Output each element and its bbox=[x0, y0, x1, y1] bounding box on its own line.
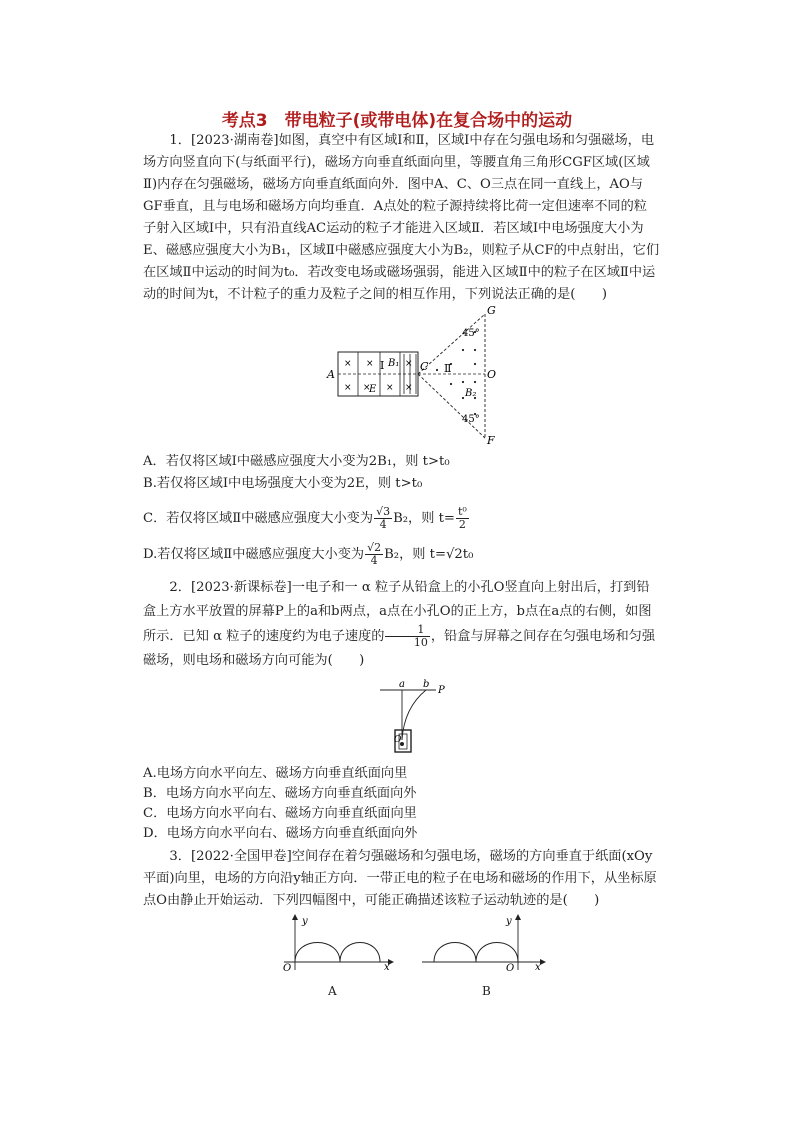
origin-label: O bbox=[283, 963, 292, 972]
angle-bottom-label: 45° bbox=[462, 414, 480, 425]
q1-option-d-text: D.若仅将区域Ⅱ中磁感应强度大小变为 bbox=[143, 547, 365, 562]
point-O-label: O bbox=[487, 368, 497, 381]
point-F-label: F bbox=[487, 434, 495, 447]
cross-mark: × bbox=[405, 383, 413, 393]
fraction bbox=[374, 506, 392, 531]
q3-figure-a bbox=[278, 912, 398, 972]
x-axis-label: x bbox=[535, 962, 541, 972]
point-b-label: b bbox=[423, 679, 430, 690]
q1-stem: 1．[2023·湖南卷]如图，真空中有区域Ⅰ和Ⅱ，区域Ⅰ中存在匀强电场和匀强磁场，电场方向竖直向下(与纸面平行)，磁场方向垂直纸面向里，等腰直角三角形CGF区域(区域Ⅱ)内存在匀强磁场，磁场方向垂直纸面向外．图中A、C、O三点在同一直线上，AO与GF垂直，且与电场和磁场方向均垂直．A点处的粒子源持续将比荷一定但速率不同的粒子射入区域Ⅰ中，只有沿直线AC运动的粒子才能进入区域Ⅱ．若区域Ⅰ中电场强度大小为E、磁感应强度大小为B₁，区域Ⅱ中磁感应强度大小为B₂，则粒子从CF的中点射出，它们在区域Ⅱ中运动的时间为t₀．若改变电场或磁场强弱，能进入区域Ⅱ中的粒子在区域Ⅱ中运动的时间为t，不计粒子的重力及粒子之间的相互作用，下列说法正确的是( ) bbox=[143, 133, 660, 302]
screen-p-label: P bbox=[438, 685, 445, 696]
numerator: √2 bbox=[367, 541, 382, 554]
q2-stem-text: 2．[2023·新课标卷]一电子和一 α 粒子从铅盒上的小孔O竖直向上射出后，打到铅盒上方水平放置的屏幕P上的a和b两点，a点在小孔O的正上方，b点在a点的右侧，如图所示．已知 α 粒子的速度约为电子速度的 bbox=[143, 580, 652, 644]
b1-label: B₁ bbox=[388, 358, 400, 369]
q3-stem: 3．[2022·全国甲卷]空间存在着匀强磁场和匀强电场，磁场的方向垂直于纸面(xOy平面)向里，电场的方向沿y轴正方向．一带正电的粒子在电场和磁场的作用下，从坐标原点O由静止开始运动．下列四幅图中，可能正确描述该粒子运动轨迹的是( ) bbox=[143, 849, 657, 908]
angle-top-label: 45° bbox=[462, 328, 480, 339]
denominator: 4 bbox=[370, 554, 378, 567]
e-label: E bbox=[369, 384, 377, 395]
numerator: √3 bbox=[376, 505, 391, 518]
numerator: t⁰ bbox=[457, 505, 467, 518]
cross-mark: × bbox=[366, 359, 374, 369]
fraction bbox=[385, 624, 429, 649]
q1-option-d bbox=[143, 542, 473, 567]
cross-mark: × bbox=[344, 359, 352, 369]
q1-option-b: B.若仅将区域Ⅰ中电场强度大小变为2E，则 t>t₀ bbox=[143, 476, 423, 491]
cross-mark: × bbox=[344, 383, 352, 393]
q1-option-c-text-2: B₂，则 t= bbox=[393, 511, 455, 526]
q3-figure-a-label: A bbox=[328, 984, 337, 998]
q2-stem-text-2: ，铅盒与屏幕之间存在匀强电场和匀强磁场，则电场和磁场方向可能为( ) bbox=[143, 629, 656, 668]
q1-figure bbox=[325, 302, 505, 452]
denominator: 2 bbox=[458, 518, 466, 531]
q1-option-a: A．若仅将区域Ⅰ中磁感应强度大小变为2B₁，则 t>t₀ bbox=[143, 454, 450, 469]
origin-label: O bbox=[506, 963, 515, 972]
q2-option-d: D．电场方向水平向右、磁场方向垂直纸面向外 bbox=[143, 826, 418, 841]
denominator: 10 bbox=[413, 636, 428, 649]
q2-figure bbox=[372, 678, 452, 758]
point-C-label: C bbox=[420, 360, 429, 373]
q2-option-b: B．电场方向水平向左、磁场方向垂直纸面向外 bbox=[143, 786, 417, 801]
point-a-label: a bbox=[399, 679, 405, 690]
q3-figure-b-label: B bbox=[482, 984, 491, 998]
q2-option-a: A.电场方向水平向左、磁场方向垂直纸面向里 bbox=[143, 766, 408, 781]
region-I-label: Ⅰ bbox=[380, 359, 385, 372]
q1-option-c bbox=[143, 506, 470, 531]
region-II-label: Ⅱ bbox=[444, 362, 452, 375]
cross-mark: × bbox=[405, 359, 413, 369]
point-G-label: G bbox=[487, 304, 496, 317]
q1-option-d-text-2: B₂，则 t=√2t₀ bbox=[384, 547, 474, 562]
b2-label: B₂ bbox=[465, 388, 477, 399]
hole-o-label: O bbox=[394, 735, 402, 745]
q2-stem bbox=[143, 576, 660, 673]
q3-figure-b bbox=[420, 912, 550, 972]
numerator: 1 bbox=[385, 624, 429, 637]
point-A-label: A bbox=[327, 368, 335, 381]
y-axis-label: y bbox=[506, 916, 512, 927]
fraction bbox=[456, 506, 469, 531]
y-axis-label: y bbox=[302, 916, 308, 927]
cross-mark: × bbox=[386, 383, 394, 393]
denominator: 4 bbox=[379, 518, 387, 531]
x-axis-label: x bbox=[384, 962, 390, 972]
q2-option-c: C．电场方向水平向右、磁场方向垂直纸面向里 bbox=[143, 806, 417, 821]
page-title: 考点3 带电粒子(或带电体)在复合场中的运动 bbox=[221, 111, 573, 131]
fraction bbox=[365, 542, 383, 567]
q1-option-c-text: C．若仅将区域Ⅱ中磁感应强度大小变为 bbox=[143, 511, 374, 526]
cross-mark: × bbox=[363, 383, 371, 393]
